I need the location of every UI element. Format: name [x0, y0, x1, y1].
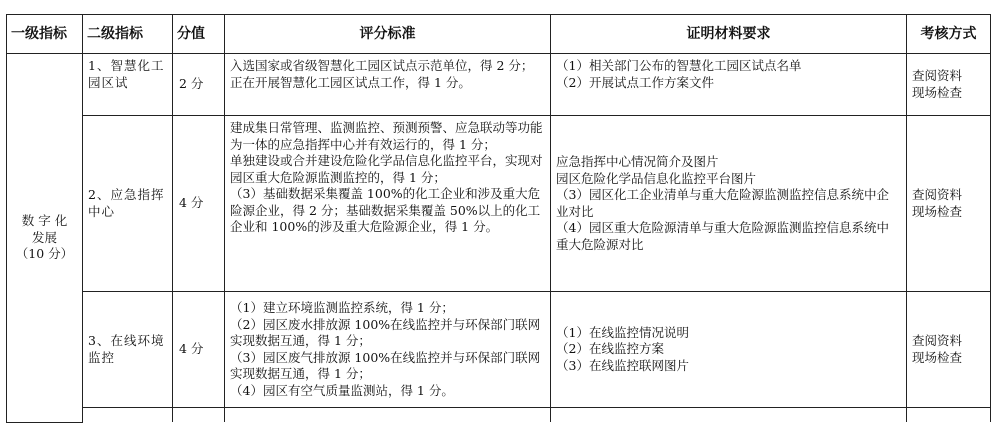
evidence-line: （4）园区重大危险源清单与重大危险源监测监控信息系统中重大危险源对比	[556, 220, 889, 252]
indicator-cell: 3、在线环境监控	[83, 292, 173, 408]
indicator-cell: 2、应急指挥中心	[83, 116, 173, 292]
criteria-line: （2）园区废水排放源 100%在线监控并与环保部门联网实现数据互通，得 1 分；	[230, 316, 541, 348]
header-evidence: 证明材料要求	[551, 15, 907, 54]
evidence-line: （1）相关部门公布的智慧化工园区试点名单	[556, 58, 802, 73]
table-row-partial	[7, 408, 991, 423]
evidence-line: （1）在线监控情况说明	[556, 324, 689, 340]
evidence-cell	[551, 116, 907, 292]
criteria-line: 单独建设或合并建设危险化学品信息化监控平台，实现对园区重大危险源监测监控的，得 1 分；	[230, 153, 543, 185]
evidence-line: （3）在线监控联网图片	[556, 357, 689, 373]
category-cell	[7, 54, 83, 423]
evidence-line: （2）在线监控方案	[556, 341, 664, 357]
empty-cell	[83, 408, 173, 423]
score-cell: 2 分	[173, 54, 225, 116]
empty-cell	[907, 408, 991, 423]
evidence-line: （2）开展试点工作方案文件	[556, 74, 714, 90]
method-cell	[907, 292, 991, 408]
empty-cell	[225, 408, 551, 423]
evidence-line: 应急指挥中心情况简介及图片	[556, 154, 719, 169]
evidence-line: 园区危险化学品信息化监控平台图片	[556, 170, 757, 186]
category-name-line3: （10 分）	[15, 246, 74, 261]
criteria-line: 入选国家或省级智慧化工园区试点示范单位，得 2 分；正在开展智慧化工园区试点工作，得 1 分。	[230, 58, 534, 90]
method-line1: 查阅资料	[912, 187, 963, 202]
method-line2: 现场检查	[912, 84, 963, 100]
criteria-cell	[225, 292, 551, 408]
header-method: 考核方式	[907, 15, 991, 54]
method-line2: 现场检查	[912, 203, 963, 219]
criteria-line: 建成集日常管理、监测监控、预测预警、应急联动等功能为一体的应急指挥中心并有效运行的，得 1 分；	[230, 120, 543, 152]
method-line1: 查阅资料	[912, 68, 963, 83]
method-cell	[907, 116, 991, 292]
empty-cell	[551, 408, 907, 423]
evidence-line: （3）园区化工企业清单与重大危险源监测监控信息系统中企业对比	[556, 187, 889, 219]
header-level2: 二级指标	[83, 15, 173, 54]
score-cell: 4 分	[173, 292, 225, 408]
table-row	[7, 292, 991, 408]
header-criteria: 评分标准	[225, 15, 551, 54]
evidence-cell	[551, 54, 907, 116]
table-row	[7, 116, 991, 292]
criteria-cell	[225, 116, 551, 292]
evidence-cell	[551, 292, 907, 408]
criteria-cell	[225, 54, 551, 116]
header-row	[7, 15, 991, 54]
scoring-table	[6, 14, 991, 423]
score-cell: 4 分	[173, 116, 225, 292]
method-line1: 查阅资料	[912, 333, 963, 348]
criteria-line: （1）建立环境监测监控系统，得 1 分；	[230, 300, 454, 315]
header-score: 分值	[173, 15, 225, 54]
method-cell	[907, 54, 991, 116]
criteria-line: （3）基础数据采集覆盖 100%的化工企业和涉及重大危险源企业，得 2 分；基础数据采集覆盖 50%以上的化工企业和 100%的涉及重大危险源企业，得 1 分。	[230, 186, 541, 234]
header-level1: 一级指标	[7, 15, 83, 54]
empty-cell	[173, 408, 225, 423]
criteria-line: （4）园区有空气质量监测站，得 1 分。	[230, 382, 454, 398]
table-row	[7, 54, 991, 116]
category-name-line1: 数 字 化	[21, 213, 68, 228]
indicator-cell: 1、智慧化工园区试	[83, 54, 173, 116]
criteria-line: （3）园区废气排放源 100%在线监控并与环保部门联网实现数据互通，得 1 分；	[230, 349, 541, 381]
category-name-line2: 发展	[31, 229, 57, 245]
method-line2: 现场检查	[912, 349, 963, 365]
